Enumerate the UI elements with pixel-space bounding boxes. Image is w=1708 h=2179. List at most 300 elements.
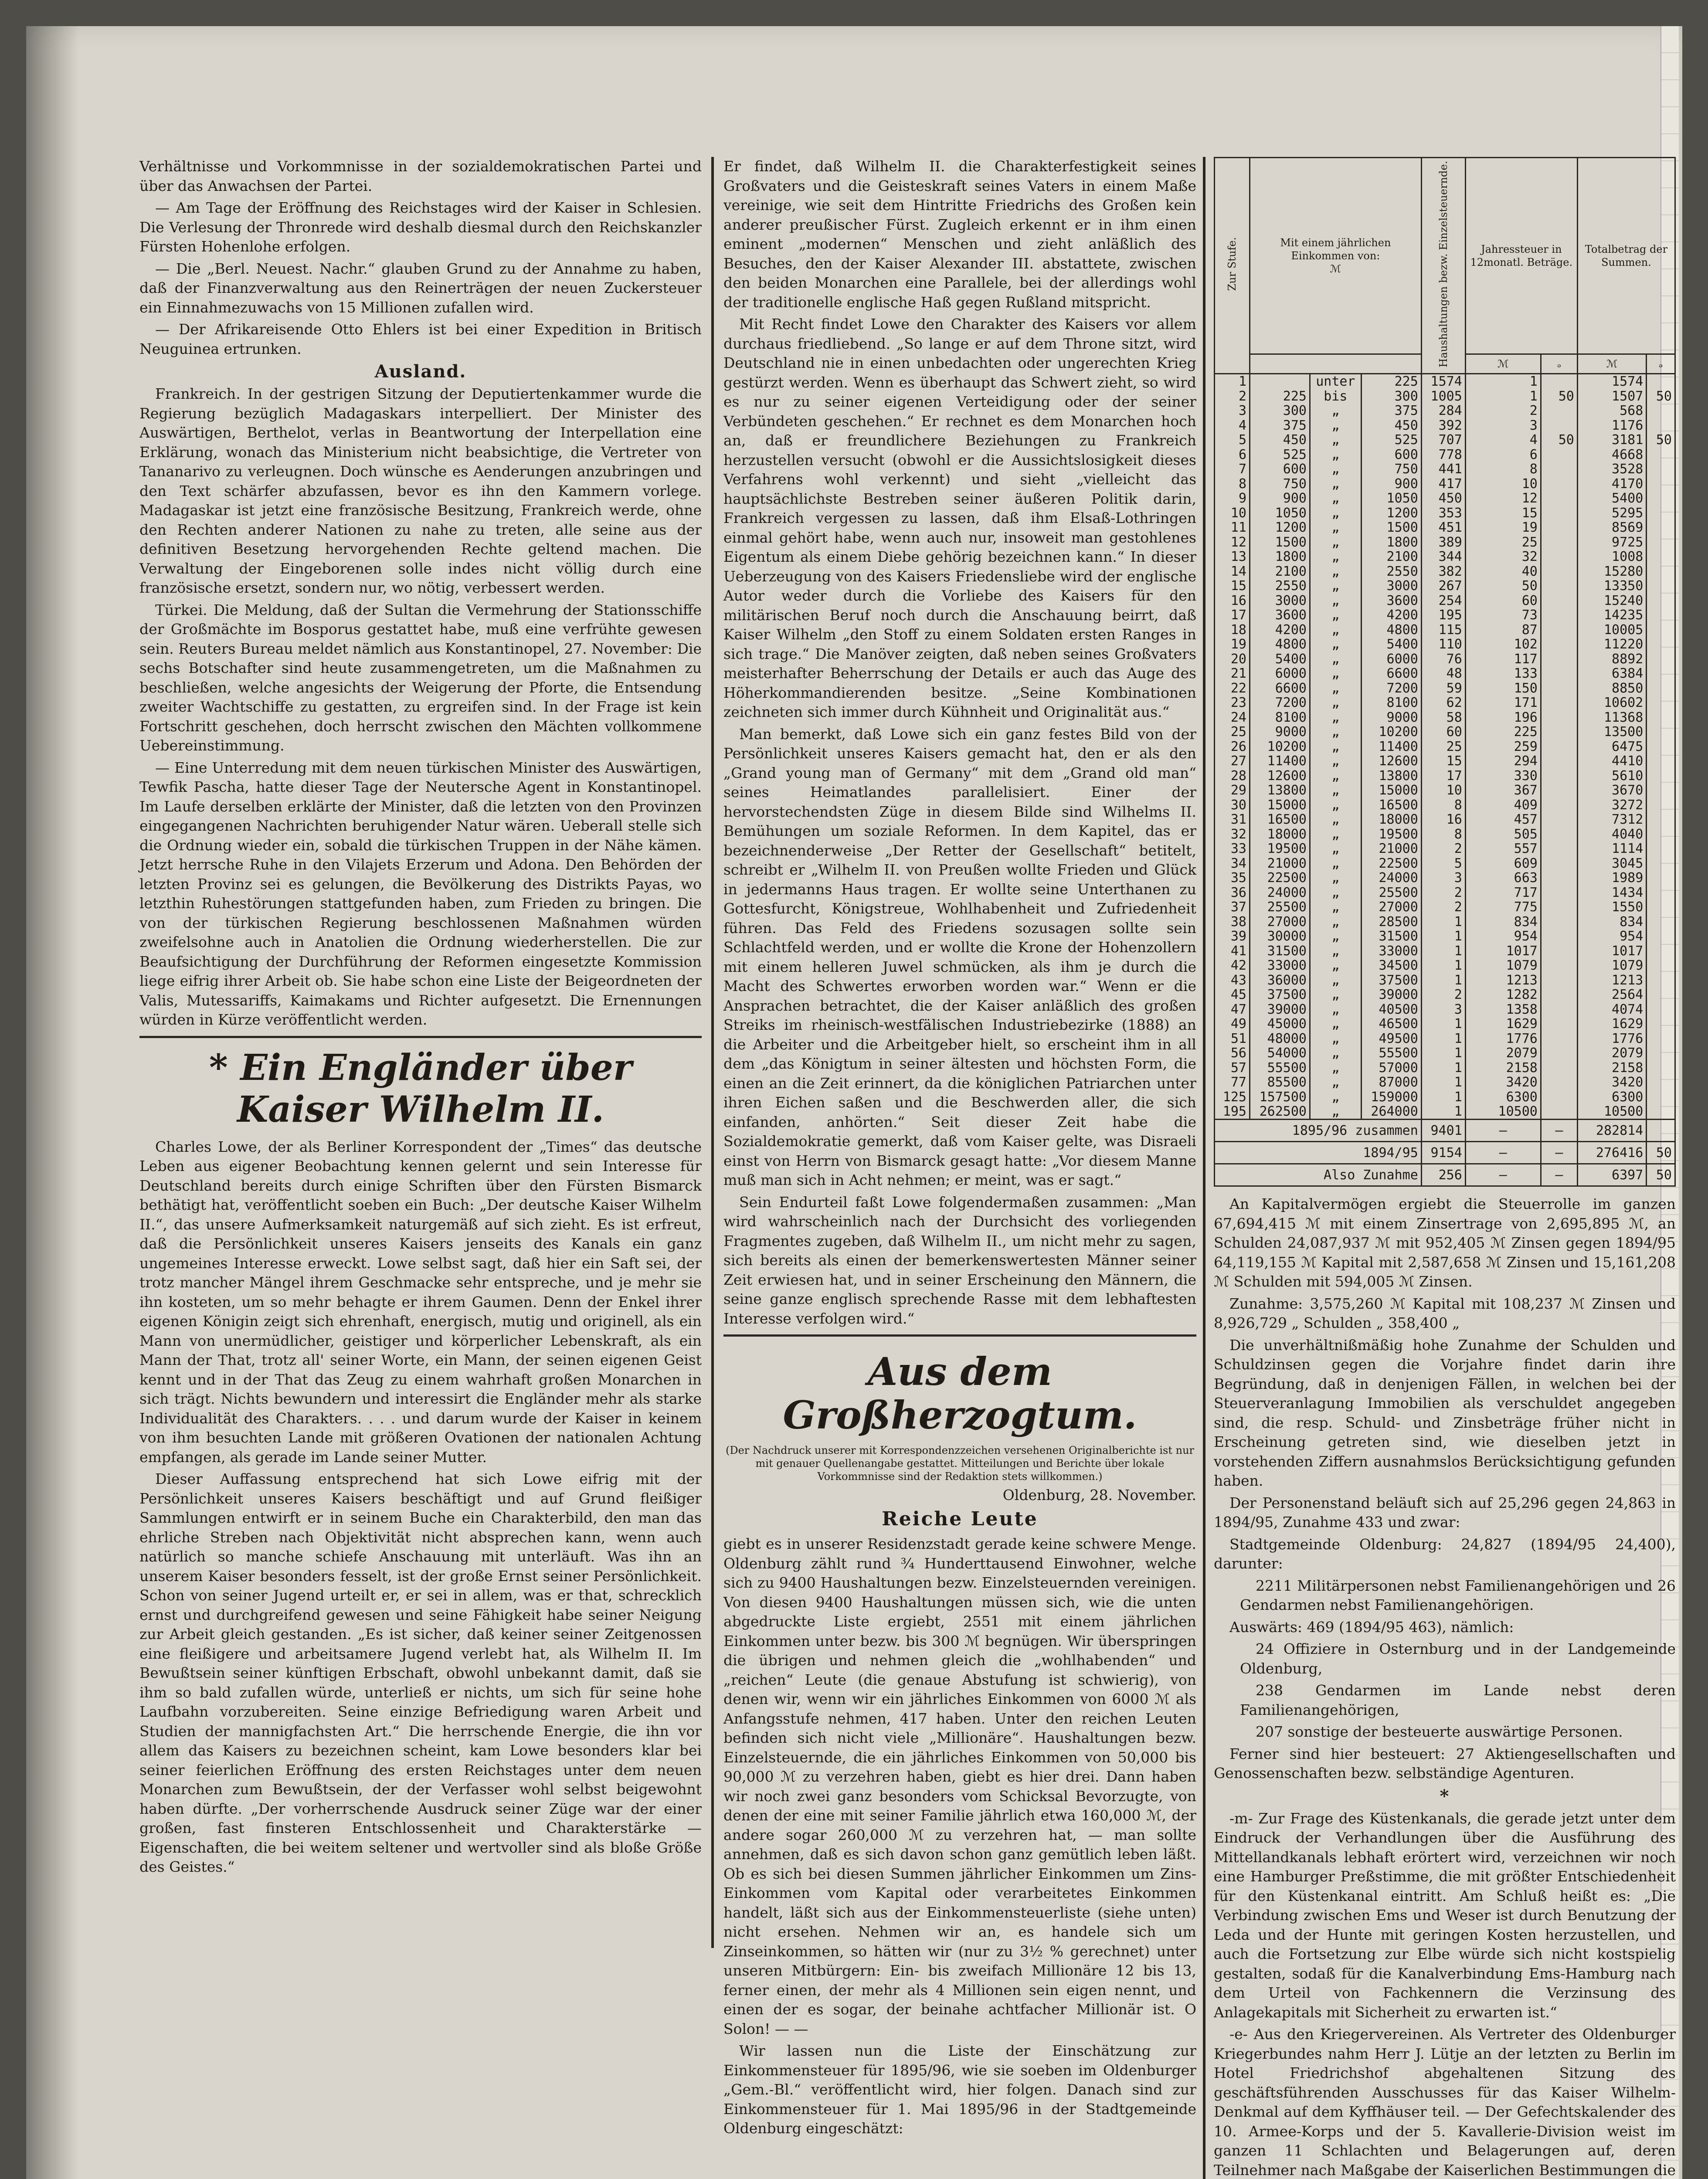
table-cell: 1 xyxy=(1421,929,1465,944)
table-cell: „ xyxy=(1310,550,1361,564)
table-cell xyxy=(1647,988,1675,1002)
table-cell: 40 xyxy=(1465,564,1541,579)
table-row xyxy=(1215,710,1675,725)
table-cell: 8100 xyxy=(1250,710,1310,725)
table-cell: 4200 xyxy=(1361,608,1421,623)
table-cell xyxy=(1647,652,1675,666)
header-einkommen: Mit einem jährlichen Einkommen von: xyxy=(1280,236,1391,262)
table-cell: 9401 xyxy=(1421,1120,1465,1142)
table-cell xyxy=(1647,666,1675,681)
table-cell: 35 xyxy=(1215,871,1250,886)
table-cell: 13800 xyxy=(1250,783,1310,798)
table-cell xyxy=(1647,958,1675,973)
dateline: Oldenburg, 28. November. xyxy=(1002,1487,1196,1504)
header-pf: ₔ xyxy=(1541,354,1577,373)
table-row xyxy=(1215,1090,1675,1104)
table-cell: 43 xyxy=(1215,973,1250,988)
table-cell: 31500 xyxy=(1361,929,1421,944)
table-cell: 1 xyxy=(1421,1031,1465,1046)
table-cell: 33000 xyxy=(1250,958,1310,973)
table-cell: 110 xyxy=(1421,637,1465,652)
table-cell: 525 xyxy=(1250,447,1310,462)
paragraph: Er findet, daß Wilhelm II. die Charakterfestigkeit seines Großvaters und die Geisteskraft seines Vaters in einem Maße vereinige, wie seit dem Hintritte Friedrichs des Großen kein anderer preußischer Fürst. Zugleich erkennt er in ihm einen eminent „modernen“ Menschen und zieht anläßlich des Besuches, den der Kaiser Alexander III. abstattete, zwischen den beiden Monarchen eine Parallele, bei der allerdings wohl der traditionelle englische Haß gegen Rußland mitspricht. xyxy=(723,158,1196,311)
table-cell xyxy=(1541,1060,1577,1075)
table-cell: 50 xyxy=(1647,433,1675,448)
table-row xyxy=(1215,1075,1675,1090)
table-cell: — xyxy=(1541,1120,1577,1142)
table-cell: 1550 xyxy=(1577,900,1646,915)
table-cell: 77 xyxy=(1215,1075,1250,1090)
table-cell xyxy=(1647,1104,1675,1120)
table-cell: „ xyxy=(1310,418,1361,433)
table-cell xyxy=(1647,725,1675,740)
table-cell: 3420 xyxy=(1577,1075,1646,1090)
newspaper-page xyxy=(26,26,1682,2179)
table-cell: 55500 xyxy=(1250,1060,1310,1075)
table-cell: „ xyxy=(1310,842,1361,856)
table-cell: 382 xyxy=(1421,564,1465,579)
table-cell: 1574 xyxy=(1577,373,1646,389)
header-jahressteuer: Jahressteuer in 12monatl. Beträge. xyxy=(1470,243,1573,268)
table-cell: 18000 xyxy=(1361,812,1421,827)
table-cell: 6000 xyxy=(1250,666,1310,681)
paragraph: Zunahme: 3,575,260 ℳ Kapital mit 108,237 ℳ Zinsen und 8,926,729 „ Schulden „ 358,400 „ xyxy=(1214,1295,1676,1332)
table-cell: 3670 xyxy=(1577,783,1646,798)
table-cell: 50 xyxy=(1541,389,1577,404)
table-cell: 45000 xyxy=(1250,1017,1310,1032)
table-cell: 1776 xyxy=(1577,1031,1646,1046)
table-cell: 195 xyxy=(1421,608,1465,623)
table-cell: 37500 xyxy=(1361,973,1421,988)
paragraph: Der Personenstand beläuft sich auf 25,296 gegen 24,863 in 1894/95, Zunahme 433 und zwar: xyxy=(1214,1494,1676,1531)
table-cell: 254 xyxy=(1421,593,1465,608)
column-3 xyxy=(1214,157,1676,2179)
table-cell: 1213 xyxy=(1465,973,1541,988)
table-cell: 1 xyxy=(1421,914,1465,929)
table-cell: 56 xyxy=(1215,1046,1250,1061)
table-cell: 48 xyxy=(1421,666,1465,681)
paragraph: -m- Zur Frage des Küstenkanals, die gerade jetzt unter dem Eindruck der Verhandlungen über die Ausführung des Mittellandkanals lebhaft erörtert wird, verzeichnen wir noch eine Hamburger Preßstimme, die mit größter Entschiedenheit für den Küstenkanal eintritt. Am Schluß heißt es: „Die Verbindung zwischen Ems und Weser ist durch Benutzung der Leda und der Hunte mit geringen Kosten herzustellen, und auch die Fortsetzung zur Elbe würde sich nicht kostspielig gestalten, sodaß für die Kanalverbindung Ems-Hamburg nach dem Urteil von Fachkennern die Verzinsung des Anlagekapitals mit Sicherheit zu erwarten ist.“ xyxy=(1214,1809,1676,2021)
table-cell: 3181 xyxy=(1577,433,1646,448)
table-cell: 1800 xyxy=(1361,535,1421,550)
table-cell: 19 xyxy=(1465,520,1541,535)
table-cell: 16500 xyxy=(1250,812,1310,827)
table-cell: 1 xyxy=(1465,373,1541,389)
column-1 xyxy=(139,157,702,1880)
table-cell: 294 xyxy=(1465,754,1541,769)
table-cell xyxy=(1647,418,1675,433)
table-cell: 225 xyxy=(1250,389,1310,404)
table-cell: 57 xyxy=(1215,1060,1250,1075)
table-cell xyxy=(1647,593,1675,608)
table-cell xyxy=(1541,696,1577,710)
table-row xyxy=(1215,842,1675,856)
table-cell: 36000 xyxy=(1250,973,1310,988)
table-cell xyxy=(1541,739,1577,754)
column-2 xyxy=(723,157,1196,2141)
table-cell: 8 xyxy=(1421,798,1465,812)
table-cell: 3 xyxy=(1421,871,1465,886)
table-row xyxy=(1215,593,1675,608)
table-cell: „ xyxy=(1310,1017,1361,1032)
reprint-note: (Der Nachdruck unserer mit Korrespondenzzeichen versehenen Originalberichte ist nur mit genauer Quellenangabe gestattet. Mitteilungen und Berichte über lokale Vorkommnisse sind der Redaktion stets willkommen.) xyxy=(726,1444,1194,1483)
header-stufe: Zur Stufe. xyxy=(1226,237,1238,291)
table-cell: 24000 xyxy=(1250,885,1310,900)
paragraph: -e- Aus den Kriegervereinen. Als Vertreter des Oldenburger Kriegerbundes nahm Herr J. Lütje an der letzten zu Berlin im Hotel Friedrichshof abgehaltenen Sitzung des geschäftsführenden Ausschusses für das Kaiser Wilhelm-Denkmal auf dem Kyffhäuser teil. — Der Gefechtskalender des 10. Armee-Korps und der 5. Kavallerie-Division weist im ganzen 11 Schlachten und Belagerungen auf, deren Teilnehmer nach Maßgabe der Kaiserlichen Bestimmungen die xyxy=(1214,2026,1676,2179)
table-cell: 2550 xyxy=(1250,579,1310,594)
table-cell: „ xyxy=(1310,1104,1361,1120)
table-row xyxy=(1215,871,1675,886)
table-cell: 11368 xyxy=(1577,710,1646,725)
section-rule xyxy=(139,1036,702,1038)
sum-label: 1895/96 zusammen xyxy=(1215,1120,1422,1142)
table-cell: 6000 xyxy=(1361,652,1421,666)
table-cell: „ xyxy=(1310,1090,1361,1104)
table-cell: 5610 xyxy=(1577,768,1646,783)
table-cell: 2 xyxy=(1465,404,1541,418)
table-cell xyxy=(1541,476,1577,491)
table-cell xyxy=(1541,871,1577,886)
table-cell: 10005 xyxy=(1577,622,1646,637)
paragraph: — Am Tage der Eröffnung des Reichstages wird der Kaiser in Schlesien. Die Verlesung der Thronrede wird deshalb diesmal durch den Reichskanzler Fürsten Hohenlohe erfolgen. xyxy=(139,199,702,255)
table-cell: 30 xyxy=(1215,798,1250,812)
header-total: Totalbetrag der Summen. xyxy=(1585,243,1668,268)
table-cell: 47 xyxy=(1215,1002,1250,1017)
table-cell: 11220 xyxy=(1577,637,1646,652)
table-cell: 256 xyxy=(1421,1164,1465,1186)
table-cell xyxy=(1647,637,1675,652)
table-cell: 6300 xyxy=(1577,1090,1646,1104)
table-cell: 25500 xyxy=(1361,885,1421,900)
table-cell: 31 xyxy=(1215,812,1250,827)
table-cell: 330 xyxy=(1465,768,1541,783)
table-cell: 10602 xyxy=(1577,696,1646,710)
table-cell: 16 xyxy=(1215,593,1250,608)
table-cell: 353 xyxy=(1421,506,1465,520)
table-cell xyxy=(1647,1017,1675,1032)
table-cell: 10 xyxy=(1421,783,1465,798)
table-cell xyxy=(1541,520,1577,535)
table-cell: 6397 xyxy=(1577,1164,1646,1186)
paragraph: 207 sonstige der besteuerte auswärtige Personen. xyxy=(1256,1723,1623,1741)
table-cell: „ xyxy=(1310,491,1361,506)
table-cell: 27000 xyxy=(1250,914,1310,929)
table-cell: 15240 xyxy=(1577,593,1646,608)
table-cell xyxy=(1541,827,1577,842)
header-haushaltungen: Haushaltungen bezw. Einzelsteuernde. xyxy=(1437,161,1450,367)
table-cell: 9 xyxy=(1215,491,1250,506)
paragraph: Mit Recht findet Lowe den Charakter des Kaisers vor allem durchaus friedliebend. „So lange er auf dem Throne sitzt, wird Deutschland nie in einen unbedachten oder ungerechten Krieg gestürzt werden. Wenn es überhaupt das Schwert zieht, so wird es nur zu seiner eigenen Verteidigung oder der seiner Verbündeten geschehen.“ Er rechnet es dem Monarchen hoch an, daß er freundlichere Beziehungen zu Frankreich herzustellen versucht (obwohl er die Aussichtslosigkeit dieses Verfahrens wohl verkennt) und sieht „vielleicht das hauptsächlichste Bestreben seiner äußeren Politik darin, Frankreich vergessen zu lassen, daß ihm Elsaß-Lothringen einmal gehört habe, wenn auch nur, insoweit man gestohlenes Eigentum als einem Diebe gehörig bezeichnen kann.“ In dieser Ueberzeugung von des Kaisers Friedensliebe wird der englische Autor weder durch die Vorliebe des Kaisers für den militärischen Beruf noch durch die Anschauung beirrt, daß Kaiser Wilhelm „den Stoff zu einem Soldaten ersten Ranges in sich trage.“ Die Manöver zeigten, daß neben seines Großvaters meisterhafter Beherrschung der Details er auch das Auge des Höherkommandierenden besitze. „Seine Kombinationen zeichneten sich immer durch Kühnheit und Originalität aus.“ xyxy=(723,316,1196,720)
table-cell xyxy=(1647,608,1675,623)
table-cell: 11 xyxy=(1215,520,1250,535)
table-cell: 3 xyxy=(1465,418,1541,433)
table-cell xyxy=(1647,373,1675,389)
table-cell: 8 xyxy=(1215,476,1250,491)
table-cell xyxy=(1647,1046,1675,1061)
table-cell: 1005 xyxy=(1421,389,1465,404)
table-cell: 3272 xyxy=(1577,798,1646,812)
table-cell: 85500 xyxy=(1250,1075,1310,1090)
table-cell: 1800 xyxy=(1250,550,1310,564)
article-title: * Ein Engländer über Kaiser Wilhelm II. xyxy=(209,1046,632,1130)
table-cell xyxy=(1541,652,1577,666)
table-cell: „ xyxy=(1310,506,1361,520)
table-cell: 87000 xyxy=(1361,1075,1421,1090)
table-cell: 41 xyxy=(1215,944,1250,958)
table-cell: 8892 xyxy=(1577,652,1646,666)
table-cell: „ xyxy=(1310,462,1361,477)
table-cell: 159000 xyxy=(1361,1090,1421,1104)
table-cell: 45 xyxy=(1215,988,1250,1002)
table-cell: 54000 xyxy=(1250,1046,1310,1061)
table-cell: 39000 xyxy=(1250,1002,1310,1017)
table-row xyxy=(1215,1046,1675,1061)
table-cell xyxy=(1647,768,1675,783)
header-pf: ₔ xyxy=(1647,354,1675,373)
table-cell: 157500 xyxy=(1250,1090,1310,1104)
table-row xyxy=(1215,373,1675,389)
table-cell: 171 xyxy=(1465,696,1541,710)
table-cell: 5 xyxy=(1215,433,1250,448)
table-cell xyxy=(1647,812,1675,827)
table-cell: 33 xyxy=(1215,842,1250,856)
table-cell: 775 xyxy=(1465,900,1541,915)
table-cell: 51 xyxy=(1215,1031,1250,1046)
table-cell: 6 xyxy=(1465,447,1541,462)
table-cell xyxy=(1541,1090,1577,1104)
table-cell: 50 xyxy=(1541,433,1577,448)
header-unit: ℳ xyxy=(1330,262,1341,275)
table-cell: 15000 xyxy=(1250,798,1310,812)
table-cell: 38 xyxy=(1215,914,1250,929)
table-cell: „ xyxy=(1310,929,1361,944)
table-cell: 2 xyxy=(1421,900,1465,915)
paragraph: giebt es in unserer Residenzstadt gerade keine schwere Menge. Oldenburg zählt rund ¾ Hunderttausend Einwohner, welche sich zu 9400 Haushaltungen bezw. Einzelsteuernden vereinigen. Von diesen 9400 Haushaltungen müssen sich, wie die unten abgedruckte Liste ergiebt, 2551 mit einem jährlichen Einkommen unter bezw. bis 300 ℳ begnügen. Wir überspringen die übrigen und nehmen gleich die „wohlhabenden“ und „reichen“ Leute (die genaue Abstufung ist schwierig), von denen wir, wenn wir ein jährliches Einkommen von 6000 ℳ als Anfangsstufe nehmen, 417 haben. Unter den reichen Leuten befinden sich nicht viele „Millionäre“. Haushaltungen bezw. Einzelsteuernde, die ein jährliches Einkommen von 50,000 bis 90,000 ℳ zu verzehren haben, giebt es hier drei. Dann haben wir noch zwei ganz besonders vom Schicksal Bevorzugte, von denen der eine mit seiner Familie jährlich etwa 160,000 ℳ, der andere sogar 260,000 ℳ zu verzehren hat, — man sollte annehmen, daß es sich davon schon ganz gemütlich leben läßt. Ob es sich bei diesen Summen jährlicher Einkommen um Zins-Einkommen vom Kapital oder verarbeitetes Einkommen handelt, läßt sich aus der Einkommensteuerliste (siehe unten) nicht ersehen. Nehmen wir an, es handele sich um Zinseinkommen, so hätten wir (nur zu 3½ % gerechnet) unter unseren Mitbürgern: Ein- bis zweifach Millionäre 12 bis 13, ferner einen, der mehr als 4 Millionen sein eigen nennt, und einen der es sogar, der beinahe achtfacher Millionär ist. O Solon! — — xyxy=(723,1535,1196,2037)
table-cell xyxy=(1541,1104,1577,1120)
table-cell: 9154 xyxy=(1421,1142,1465,1164)
header-mark: ℳ xyxy=(1577,354,1646,373)
table-cell: 450 xyxy=(1421,491,1465,506)
table-row xyxy=(1215,929,1675,944)
table-cell: 11400 xyxy=(1250,754,1310,769)
table-cell: 76 xyxy=(1421,652,1465,666)
table-cell: 21000 xyxy=(1250,856,1310,871)
table-cell: 717 xyxy=(1465,885,1541,900)
table-cell xyxy=(1541,550,1577,564)
table-cell: 2100 xyxy=(1361,550,1421,564)
table-cell: 557 xyxy=(1465,842,1541,856)
table-cell: 196 xyxy=(1465,710,1541,725)
table-cell: 16500 xyxy=(1361,798,1421,812)
table-cell xyxy=(1647,856,1675,871)
table-row xyxy=(1215,433,1675,448)
table-cell: 27 xyxy=(1215,754,1250,769)
table-cell: 1629 xyxy=(1577,1017,1646,1032)
table-cell: 13500 xyxy=(1577,725,1646,740)
table-cell: 284 xyxy=(1421,404,1465,418)
table-row xyxy=(1215,418,1675,433)
table-cell: 60 xyxy=(1465,593,1541,608)
table-cell: 32 xyxy=(1465,550,1541,564)
table-cell: 16 xyxy=(1421,812,1465,827)
table-row xyxy=(1215,812,1675,827)
table-row xyxy=(1215,1002,1675,1017)
table-cell: „ xyxy=(1310,885,1361,900)
table-cell: 15 xyxy=(1421,754,1465,769)
table-cell: 225 xyxy=(1465,725,1541,740)
table-sum-row xyxy=(1215,1164,1675,1186)
table-cell: 344 xyxy=(1421,550,1465,564)
table-cell: 1213 xyxy=(1577,973,1646,988)
table-cell: 60 xyxy=(1421,725,1465,740)
table-cell: 3045 xyxy=(1577,856,1646,871)
table-cell: 17 xyxy=(1215,608,1250,623)
table-cell xyxy=(1647,491,1675,506)
table-cell: 15 xyxy=(1215,579,1250,594)
table-cell: „ xyxy=(1310,404,1361,418)
table-cell xyxy=(1647,1031,1675,1046)
table-cell xyxy=(1541,462,1577,477)
table-cell xyxy=(1541,973,1577,988)
table-cell: 13 xyxy=(1215,550,1250,564)
table-cell: 10200 xyxy=(1250,739,1310,754)
table-cell xyxy=(1647,944,1675,958)
table-cell xyxy=(1647,622,1675,637)
table-row xyxy=(1215,476,1675,491)
separator-star: * xyxy=(1440,1785,1450,1806)
table-cell xyxy=(1541,593,1577,608)
table-cell xyxy=(1541,710,1577,725)
table-cell xyxy=(1647,696,1675,710)
table-cell xyxy=(1541,404,1577,418)
table-cell: 3000 xyxy=(1250,593,1310,608)
table-cell: 5400 xyxy=(1577,491,1646,506)
table-cell: unter xyxy=(1310,373,1361,389)
table-cell: 29 xyxy=(1215,783,1250,798)
tax-table xyxy=(1214,157,1676,1187)
paragraph: Dieser Auffassung entsprechend hat sich Lowe eifrig mit der Persönlichkeit unseres Kaisers beschäftigt und auf Grund fleißiger Sammlungen entwirft er in seinem Buche ein Charakterbild, den man das ehrliche Streben nach Objektivität nicht absprechen kann, wenn auch natürlich so manche schiefe Anschauung mit unterläuft. Was ihn an unserem Kaiser besonders fesselt, ist der große Ernst seiner Persönlichkeit. Schon von seiner Jugend urteilt er, er sei in allem, was er that, schrecklich ernst und durchgreifend gewesen und seine Fähigkeit habe seiner Neigung zur Arbeit gleich gestanden. „Es ist sicher, daß keiner seiner Zeitgenossen eine fleißigere und arbeitsamere Jugend verlebt hat, als Wilhelm II. Im Bewußtsein seiner künftigen Erbschaft, obwohl unbekannt damit, daß sie ihm so bald zufallen würde, unterließ er nichts, um sich für seine hohe Laufbahn vorzubereiten. Seine einzige Befriedigung waren Arbeit und Studien der mannigfachsten Art.“ Die herrschende Energie, die ihn vor allem das Kaisers zu bezeichnen scheint, kam Lowe besonders klar bei seiner feierlichen Eröffnung des ersten Reichstages unter dem neuen Monarchen zum Bewußtsein, der der Verfasser wohl selbst beigewohnt haben dürfte. „Der vorherrschende Ausdruck seiner Züge war der einer großen, fast finsteren Entschlossenheit und Charakterstärke — Eigenschaften, die bei weitem seltener und wertvoller sind als bloße Größe des Geistes.“ xyxy=(139,1470,702,1875)
table-cell: 20 xyxy=(1215,652,1250,666)
table-cell: 1500 xyxy=(1250,535,1310,550)
table-cell: 37500 xyxy=(1250,988,1310,1002)
table-cell: 1050 xyxy=(1250,506,1310,520)
table-cell: 9000 xyxy=(1361,710,1421,725)
table-cell: 87 xyxy=(1465,622,1541,637)
table-row xyxy=(1215,1104,1675,1120)
table-cell xyxy=(1647,798,1675,812)
table-cell: 3 xyxy=(1215,404,1250,418)
table-cell: 2 xyxy=(1421,988,1465,1002)
table-cell: 117 xyxy=(1465,652,1541,666)
table-cell xyxy=(1541,914,1577,929)
table-cell: 28500 xyxy=(1361,914,1421,929)
table-cell: „ xyxy=(1310,856,1361,871)
table-cell xyxy=(1647,1090,1675,1104)
table-cell: „ xyxy=(1310,1002,1361,1017)
table-cell xyxy=(1541,725,1577,740)
table-cell: 4 xyxy=(1215,418,1250,433)
table-cell: 392 xyxy=(1421,418,1465,433)
table-cell: 409 xyxy=(1465,798,1541,812)
table-cell: 8 xyxy=(1421,827,1465,842)
table-cell: 58 xyxy=(1421,710,1465,725)
table-cell: „ xyxy=(1310,958,1361,973)
table-cell xyxy=(1541,754,1577,769)
table-cell xyxy=(1541,958,1577,973)
table-cell: 609 xyxy=(1465,856,1541,871)
table-cell: „ xyxy=(1310,988,1361,1002)
table-cell: „ xyxy=(1310,681,1361,696)
table-cell: 49 xyxy=(1215,1017,1250,1032)
table-cell: 450 xyxy=(1250,433,1310,448)
table-cell: „ xyxy=(1310,710,1361,725)
table-cell: 2 xyxy=(1421,885,1465,900)
table-cell: 367 xyxy=(1465,783,1541,798)
table-cell: 15 xyxy=(1465,506,1541,520)
table-cell: 19500 xyxy=(1250,842,1310,856)
table-cell xyxy=(1647,827,1675,842)
table-cell: 6300 xyxy=(1465,1090,1541,1104)
table-cell: 26 xyxy=(1215,739,1250,754)
table-cell: 1358 xyxy=(1465,1002,1541,1017)
paragraph: Wir lassen nun die Liste der Einschätzung zur Einkommensteuer für 1895/96, wie sie soeben im Oldenburger „Gem.-Bl.“ veröffentlicht wird, hier folgen. Danach sind zur Einkommensteuer für 1. Mai 1895/96 in der Stadtgemeinde Oldenburg eingeschätzt: xyxy=(723,2042,1196,2137)
table-cell: „ xyxy=(1310,1060,1361,1075)
table-cell: 31500 xyxy=(1250,944,1310,958)
table-cell: 4668 xyxy=(1577,447,1646,462)
table-cell: — xyxy=(1541,1142,1577,1164)
table-cell: 25 xyxy=(1215,725,1250,740)
table-cell: 4040 xyxy=(1577,827,1646,842)
table-cell: 28 xyxy=(1215,768,1250,783)
table-cell xyxy=(1647,1075,1675,1090)
table-cell: 568 xyxy=(1577,404,1646,418)
table-cell: 276416 xyxy=(1577,1142,1646,1164)
table-cell: 954 xyxy=(1465,929,1541,944)
table-cell: 2100 xyxy=(1250,564,1310,579)
table-cell: „ xyxy=(1310,447,1361,462)
section-rule xyxy=(723,1334,1196,1337)
table-cell: 7200 xyxy=(1361,681,1421,696)
table-cell: 1 xyxy=(1215,373,1250,389)
table-cell: 33000 xyxy=(1361,944,1421,958)
table-cell: 834 xyxy=(1577,914,1646,929)
table-cell: 42 xyxy=(1215,958,1250,973)
table-cell: 39 xyxy=(1215,929,1250,944)
table-cell: 300 xyxy=(1250,404,1310,418)
table-cell: 7 xyxy=(1215,462,1250,477)
table-cell: 1 xyxy=(1421,958,1465,973)
table-cell xyxy=(1647,885,1675,900)
table-cell: „ xyxy=(1310,1075,1361,1090)
table-cell: 1 xyxy=(1421,1046,1465,1061)
table-cell: 417 xyxy=(1421,476,1465,491)
table-row xyxy=(1215,404,1675,418)
table-cell: „ xyxy=(1310,696,1361,710)
table-cell: 10500 xyxy=(1465,1104,1541,1120)
table-cell: 115 xyxy=(1421,622,1465,637)
table-cell: „ xyxy=(1310,944,1361,958)
table-cell: 262500 xyxy=(1250,1104,1310,1120)
table-cell xyxy=(1541,885,1577,900)
table-cell: 7200 xyxy=(1250,696,1310,710)
table-cell xyxy=(1647,681,1675,696)
sum-label: 1894/95 xyxy=(1215,1142,1422,1164)
table-cell: 133 xyxy=(1465,666,1541,681)
table-cell xyxy=(1647,1060,1675,1075)
table-cell xyxy=(1250,373,1310,389)
table-cell: 17 xyxy=(1421,768,1465,783)
table-row xyxy=(1215,885,1675,900)
